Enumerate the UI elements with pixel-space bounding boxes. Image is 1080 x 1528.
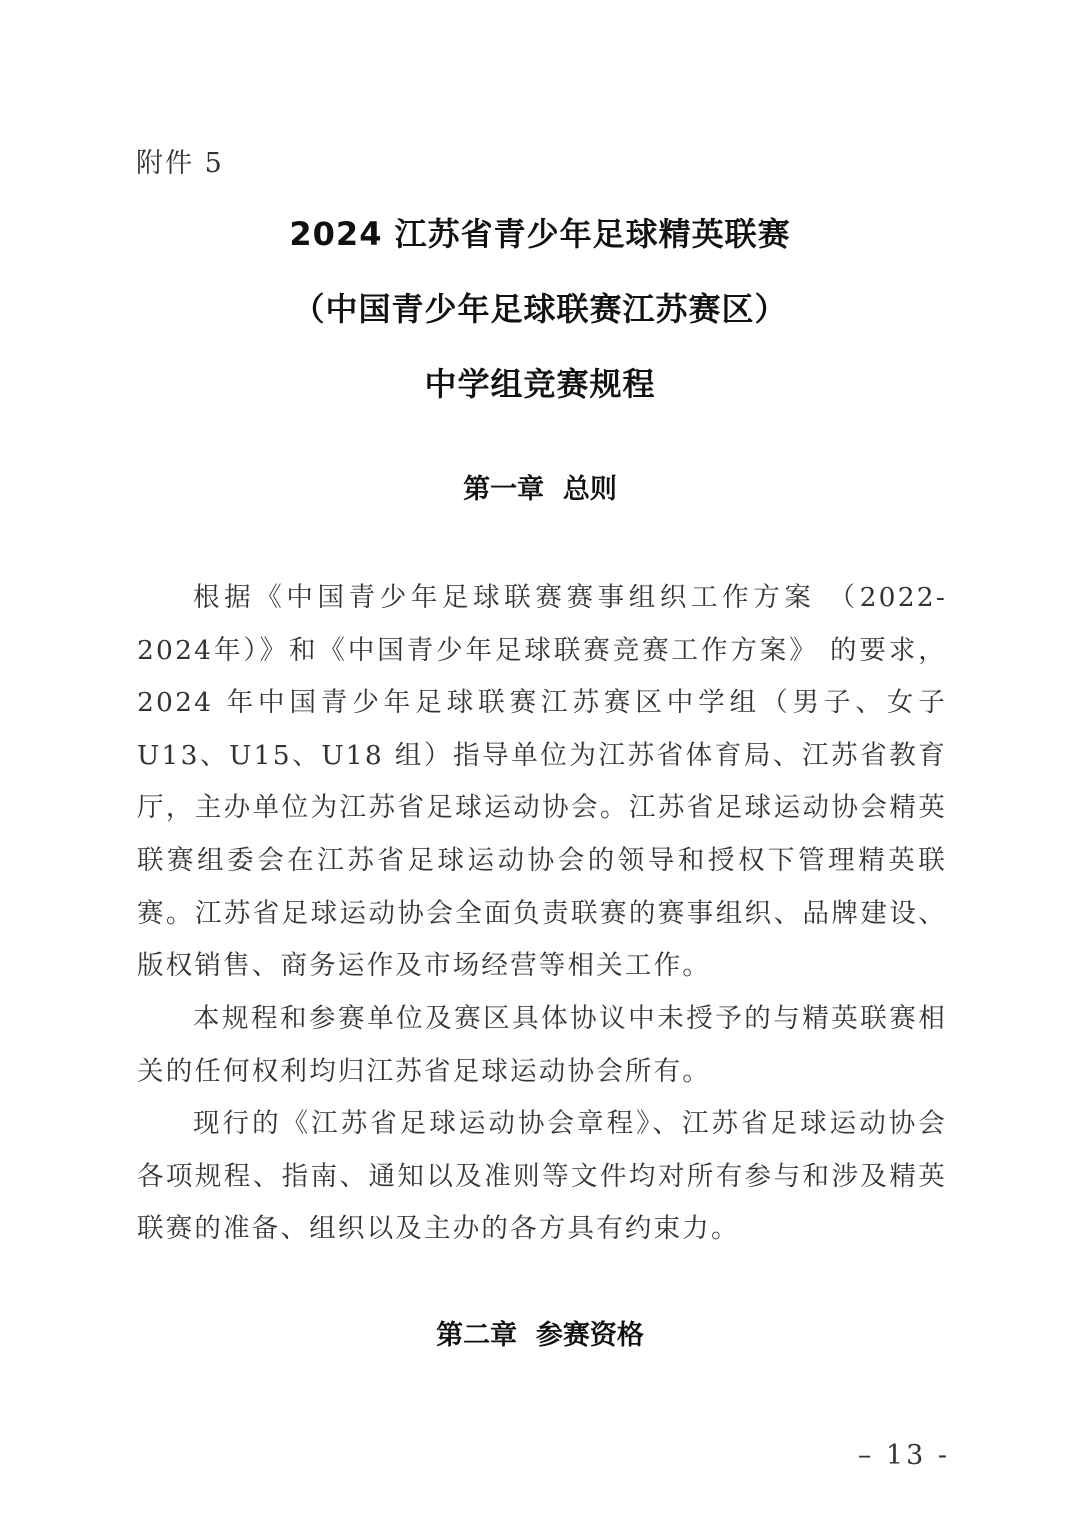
page-number: – 13 - — [857, 1440, 950, 1471]
document-title-line-1: 2024 江苏省青少年足球精英联赛 — [289, 215, 791, 253]
document-title-line-3: 中学组竞赛规程 — [424, 365, 656, 403]
chapter-2-heading: 第二章 参赛资格 — [436, 1320, 644, 1351]
document-title-line-2: （中国青少年足球联赛江苏赛区） — [292, 290, 788, 328]
chapter-1-heading: 第一章 总则 — [463, 474, 617, 505]
chapter-1-paragraph-3: 现行的《江苏省足球运动协会章程》、江苏省足球运动协会各项规程、指南、通知以及准则等文件均对所有参与和涉及精英联赛的准备、组织以及主办的各方具有约束力。 — [137, 1108, 947, 1245]
attachment-label: 附件 5 — [136, 148, 224, 179]
chapter-1-paragraph-2: 本规程和参赛单位及赛区具体协议中未授予的与精英联赛相关的任何权利均归江苏省足球运动协会所有。 — [137, 1003, 947, 1087]
chapter-1-paragraph-1: 根据《中国青少年足球联赛赛事组织工作方案 （2022-2024年）》和《中国青少年足球联赛竞赛工作方案》 的要求，2024 年中国青少年足球联赛江苏赛区中学组（男子、女子 U13、U15、U18 组）指导单位为江苏省体育局、江苏省教育厅，主办单位为江苏省足球运动协会。江苏省足球运动协会精英联赛组委会在江苏省足球运动协会的领导和授权下管理精英联赛。江苏省足球运动协会全面负责联赛的赛事组织、品牌建设、版权销售、商务运作及市场经营等相关工作。 — [137, 582, 947, 982]
